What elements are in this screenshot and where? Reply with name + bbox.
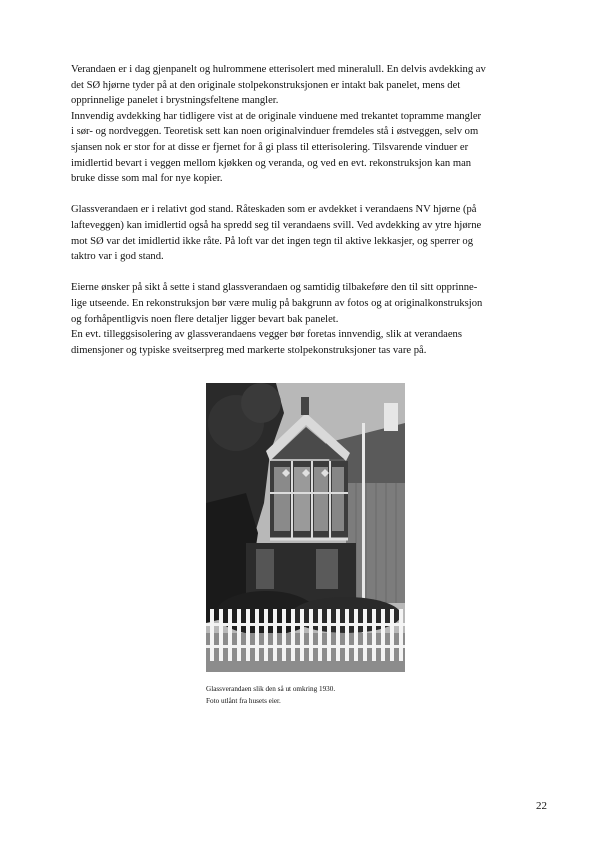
text-line: bruke disse som mal for nye kopier. <box>71 173 223 185</box>
text-line: det SØ hjørne tyder på at den originale stolpekonstruksjonen er intakt bak panelet, mens det <box>71 79 461 91</box>
body-text <box>71 62 541 358</box>
text-line: i sør- og nordveggen. Teoretisk sett kan noen originalvinduer fremdeles stå i østveggen, selv om <box>71 126 479 138</box>
paragraph-insulation <box>71 327 541 358</box>
text-line: imidlertid bevart i veggen mellom kjøkken og veranda, og ved en evt. rekonstruksjon kan man <box>71 157 472 169</box>
paragraph-windows <box>71 109 541 187</box>
historic-veranda-photo <box>206 383 405 672</box>
text-line: En evt. tilleggsisolering av glassverandaens vegger bør foretas innvendig, slik at verandaens <box>71 329 462 341</box>
text-line: og forhåpentligvis noen flere detaljer ligger bevart bak panelet. <box>71 313 339 325</box>
text-line: mot SØ var det imidlertid ikke råte. På loft var det ingen tegn til aktive lekkasjer, og sperrer og <box>71 235 474 247</box>
page-number: 22 <box>536 800 547 812</box>
paragraph-veranda-panel <box>71 62 541 109</box>
veranda-photo-illustration <box>206 383 405 672</box>
text-line: lafteveggen) kan imidlertid også ha spredd seg til verandaens svill. Ved avdekking av ytre hjørne <box>71 219 482 231</box>
text-line: taktro var i god stand. <box>71 251 164 263</box>
paragraph-owners-wish <box>71 280 541 327</box>
photo-caption <box>206 683 335 707</box>
text-line: opprinnelige panelet i brystningsfeltene mangler. <box>71 95 279 107</box>
text-line: sjansen nok er stor for at disse er fjernet for å gi plass til etterisolering. Tilsvarende vinduer er <box>71 141 469 153</box>
paragraph-condition <box>71 202 541 264</box>
text-line: Glassverandaen er i relativt god stand. Råteskaden som er avdekket i verandaens NV hjørne (på <box>71 204 477 216</box>
text-line: lige utseende. En rekonstruksjon bør være mulig på bakgrunn av fotos og at originalkonstruksjon <box>71 297 483 309</box>
caption-line: Glassverandaen slik den så ut omkring 1930. <box>206 685 336 693</box>
text-line: Innvendig avdekking har tidligere vist at de originale vinduene med trekantet topramme mangler <box>71 110 482 122</box>
text-line: dimensjoner og typiske sveitserpreg med markerte stolpekonstruksjoner tas vare på. <box>71 344 427 356</box>
text-line: Verandaen er i dag gjenpanelt og hulrommene etterisolert med mineralull. En delvis avdekking av <box>71 64 486 75</box>
text-line: Eierne ønsker på sikt å sette i stand glassverandaen og samtidig tilbakeføre den til sitt opprinne- <box>71 282 478 294</box>
caption-line: Foto utlånt fra husets eier. <box>206 697 281 705</box>
